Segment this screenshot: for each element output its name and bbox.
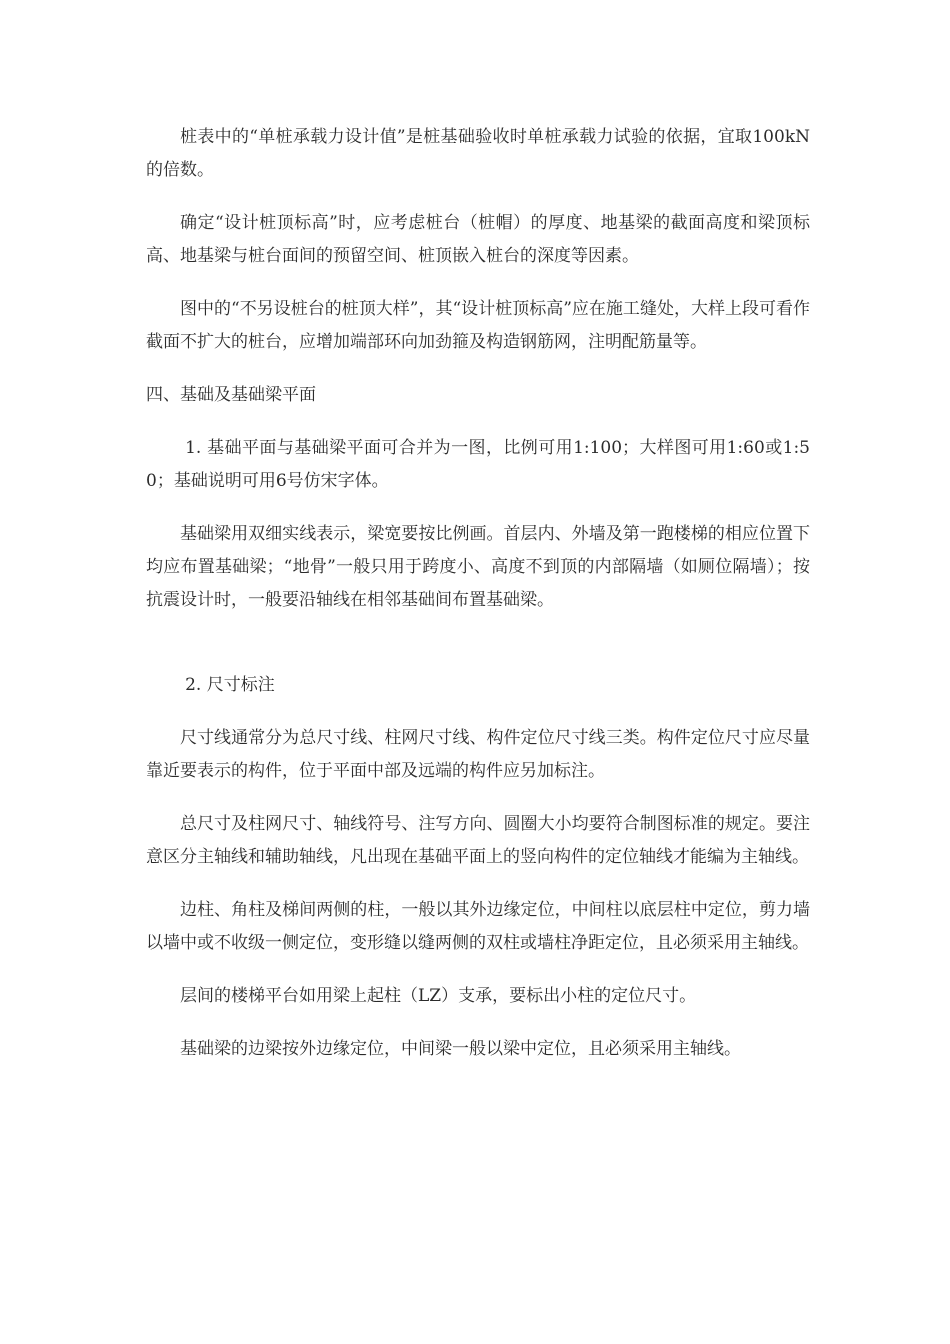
document-body [146,121,810,1086]
paragraph-column-positioning: 边柱、角柱及梯间两侧的柱，一般以其外边缘定位，中间柱以底层柱中定位，剪力墙以墙中或不收级一侧定位，变形缝以缝两侧的双柱或墙柱净距定位，且必须采用主轴线。 [146,900,810,953]
section-heading-foundation-plan: 四、基础及基础梁平面 [146,385,316,405]
list-item-2-dimensions: 2. 尺寸标注 [185,675,275,695]
paragraph-pile-capacity: 桩表中的“单桩承载力设计值”是桩基础验收时单桩承载力试验的依据，宜取100kN的倍数。 [146,127,810,180]
list-item-1-plan-scale: 1. 基础平面与基础梁平面可合并为一图，比例可用1:100；大样图可用1:60或1:50；基础说明可用6号仿宋字体。 [146,438,810,491]
paragraph-dimension-lines: 尺寸线通常分为总尺寸线、柱网尺寸线、构件定位尺寸线三类。构件定位尺寸应尽量靠近要表示的构件，位于平面中部及远端的构件应另加标注。 [146,728,810,781]
paragraph-pile-top-elevation: 确定“设计桩顶标高”时，应考虑桩台（桩帽）的厚度、地基梁的截面高度和梁顶标高、地基梁与桩台面间的预留空间、桩顶嵌入桩台的深度等因素。 [146,213,810,266]
paragraph-pile-top-detail: 图中的“不另设桩台的桩顶大样”，其“设计桩顶标高”应在施工缝处，大样上段可看作截面不扩大的桩台，应增加端部环向加劲箍及构造钢筋网，注明配筋量等。 [146,299,810,352]
paragraph-beam-positioning: 基础梁的边梁按外边缘定位，中间梁一般以梁中定位，且必须采用主轴线。 [180,1039,741,1059]
paragraph-stair-platform: 层间的楼梯平台如用梁上起柱（LZ）支承，要标出小柱的定位尺寸。 [180,986,697,1006]
paragraph-axis-rules: 总尺寸及柱网尺寸、轴线符号、注写方向、圆圈大小均要符合制图标准的规定。要注意区分主轴线和辅助轴线，凡出现在基础平面上的竖向构件的定位轴线才能编为主轴线。 [146,814,810,867]
paragraph-foundation-beam: 基础梁用双细实线表示，梁宽要按比例画。首层内、外墙及第一跑楼梯的相应位置下均应布置基础梁；“地骨”一般只用于跨度小、高度不到顶的内部隔墙（如厕位隔墙）；按抗震设计时，一般要沿轴线在相邻基础间布置基础梁。 [146,524,810,610]
